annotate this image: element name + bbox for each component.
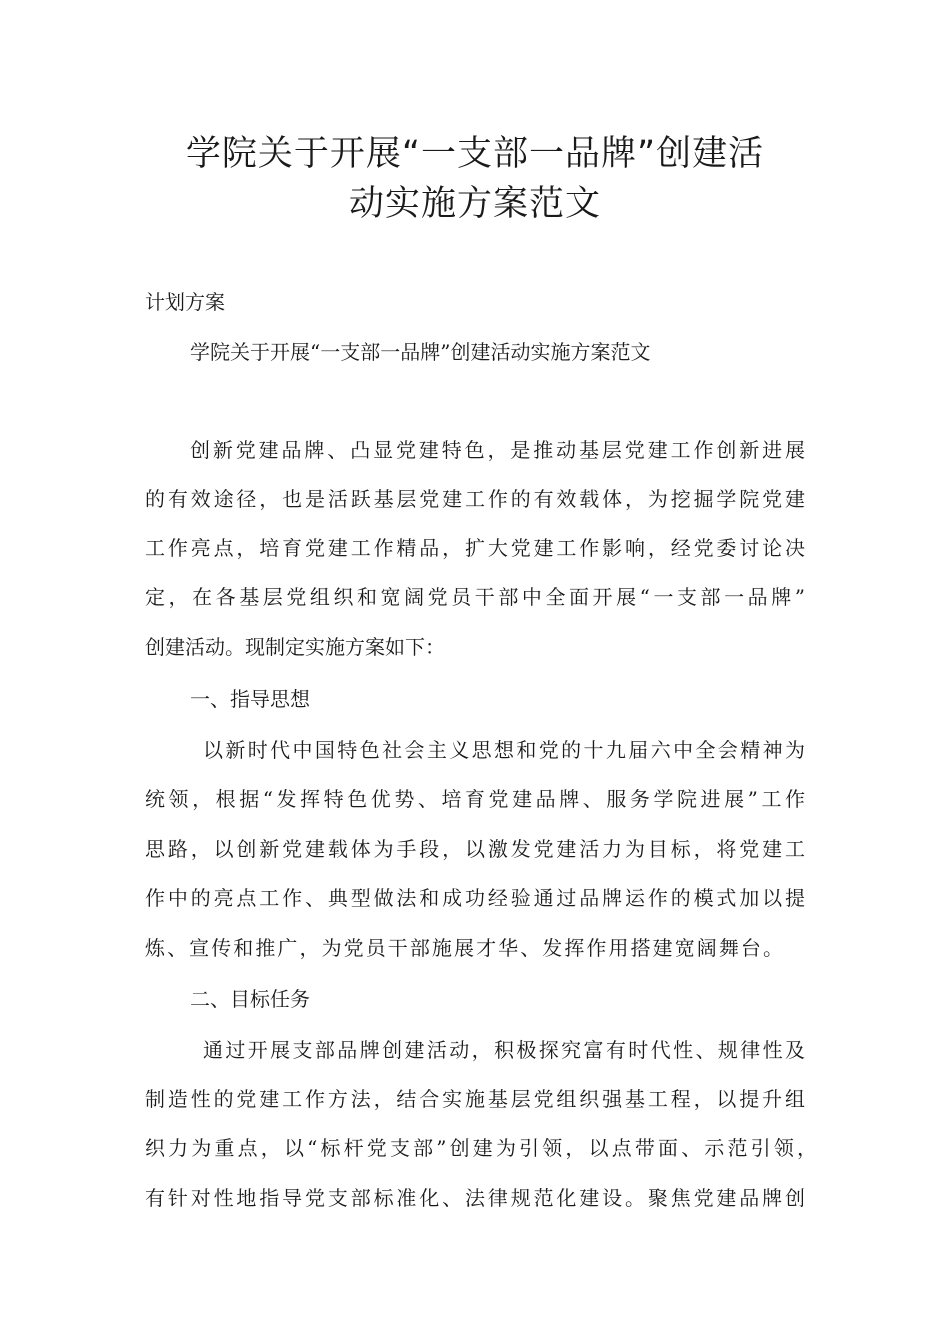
section2-line-3: 织力为重点，以“标杆党支部”创建为引领，以点带面、示范引领， xyxy=(145,1136,817,1160)
intro-line-4: 定，在各基层党组织和宽阔党员干部中全面开展“一支部一品牌” xyxy=(145,585,805,609)
document-title-line-2: 动实施方案范文 xyxy=(348,184,601,224)
document-subtitle: 学院关于开展“一支部一品牌”创建活动实施方案范文 xyxy=(190,340,651,364)
section-heading-goals-tasks: 二、目标任务 xyxy=(190,987,310,1011)
intro-line-5: 创建活动。现制定实施方案如下： xyxy=(145,635,445,659)
category-label: 计划方案 xyxy=(145,290,225,314)
section1-line-3: 思路，以创新党建载体为手段，以激发党建活力为目标，将党建工 xyxy=(145,837,805,861)
section1-line-5: 炼、宣传和推广，为党员干部施展才华、发挥作用搭建宽阔舞台。 xyxy=(145,936,783,960)
section-heading-guiding-thought: 一、指导思想 xyxy=(190,687,310,711)
section1-line-2: 统领，根据“发挥特色优势、培育党建品牌、服务学院进展”工作 xyxy=(145,787,805,811)
section2-line-1: 通过开展支部品牌创建活动，积极探究富有时代性、规律性及 xyxy=(203,1038,805,1062)
intro-line-1: 创新党建品牌、凸显党建特色，是推动基层党建工作创新进展 xyxy=(190,438,805,462)
section2-line-2: 制造性的党建工作方法，结合实施基层党组织强基工程，以提升组 xyxy=(145,1087,805,1111)
section1-line-1: 以新时代中国特色社会主义思想和党的十九届六中全会精神为 xyxy=(203,738,805,762)
section1-line-4: 作中的亮点工作、典型做法和成功经验通过品牌运作的模式加以提 xyxy=(145,886,805,910)
intro-line-3: 工作亮点，培育党建工作精品，扩大党建工作影响，经党委讨论决 xyxy=(145,536,805,560)
document-title-line-1: 学院关于开展“一支部一品牌”创建活 xyxy=(185,134,765,174)
intro-line-2: 的有效途径，也是活跃基层党建工作的有效载体，为挖掘学院党建 xyxy=(145,487,805,511)
section2-line-4: 有针对性地指导党支部标准化、法律规范化建设。聚焦党建品牌创 xyxy=(145,1186,805,1210)
